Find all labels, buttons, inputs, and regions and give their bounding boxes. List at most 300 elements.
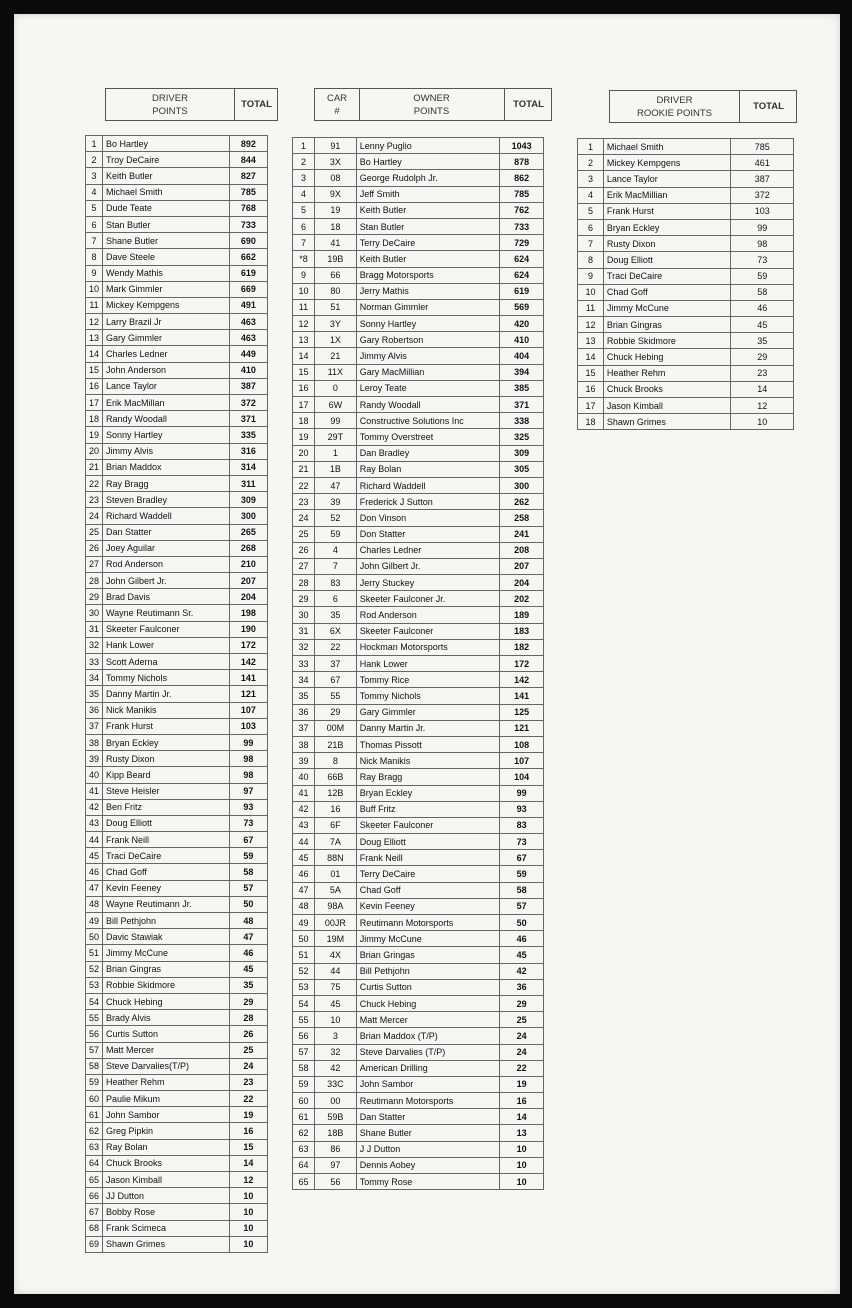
position-cell: 20	[86, 443, 103, 459]
owner-name-cell: Jerry Mathis	[356, 283, 500, 299]
driver-name-cell: Wendy Mathis	[103, 265, 230, 281]
owner-points-header	[314, 88, 552, 121]
position-cell: 19	[86, 427, 103, 443]
driver-name-cell: Steve Heisler	[103, 783, 230, 799]
table-row	[293, 1109, 544, 1125]
driver-name-cell: Rusty Dixon	[103, 751, 230, 767]
driver-name-cell: Frank Scimeca	[103, 1220, 230, 1236]
position-cell: 48	[293, 898, 315, 914]
points-cell: 121	[500, 720, 544, 736]
position-cell: 42	[293, 801, 315, 817]
points-cell: 16	[500, 1093, 544, 1109]
position-cell: 64	[86, 1155, 103, 1171]
points-cell: 309	[500, 445, 544, 461]
points-cell: 45	[500, 947, 544, 963]
position-cell: 42	[86, 799, 103, 815]
points-cell: 624	[500, 251, 544, 267]
driver-points-total-label: TOTAL	[234, 89, 278, 120]
position-cell: 12	[293, 316, 315, 332]
points-cell: 265	[229, 524, 267, 540]
owner-name-cell: Sonny Hartley	[356, 316, 500, 332]
points-cell: 387	[731, 171, 794, 187]
table-row	[86, 1058, 268, 1074]
driver-name-cell: Ben Fritz	[103, 799, 230, 815]
driver-name-cell: Shawn Grimes	[103, 1236, 230, 1252]
table-row	[578, 414, 794, 430]
position-cell: 17	[578, 398, 604, 414]
driver-name-cell: Erik MacMillan	[103, 395, 230, 411]
driver-name-cell: Lance Taylor	[103, 378, 230, 394]
driver-name-cell: Steve Darvalies(T/P)	[103, 1058, 230, 1074]
table-row	[86, 297, 268, 313]
owner-name-cell: Bragg Motorsports	[356, 267, 500, 283]
table-row	[293, 397, 544, 413]
table-row	[86, 1042, 268, 1058]
table-row	[293, 963, 544, 979]
table-row	[293, 817, 544, 833]
points-cell: 103	[731, 203, 794, 219]
table-row	[86, 492, 268, 508]
position-cell: 16	[293, 380, 315, 396]
position-cell: 14	[578, 349, 604, 365]
car-number-cell: 51	[314, 299, 356, 315]
owner-name-cell: Skeeter Faulconer	[356, 817, 500, 833]
table-row	[86, 427, 268, 443]
owner-name-cell: Chuck Hebing	[356, 995, 500, 1011]
owner-name-cell: Don Vinson	[356, 510, 500, 526]
table-row	[86, 184, 268, 200]
table-row	[293, 332, 544, 348]
owner-name-cell: Randy Woodall	[356, 397, 500, 413]
table-row	[86, 993, 268, 1009]
owner-name-cell: Nick Manikis	[356, 753, 500, 769]
owner-name-cell: Frederick J Sutton	[356, 494, 500, 510]
car-number-cell: 3	[314, 1028, 356, 1044]
points-cell: 29	[500, 995, 544, 1011]
table-row	[86, 1091, 268, 1107]
table-row	[86, 1123, 268, 1139]
car-number-cell: 66B	[314, 769, 356, 785]
car-number-cell: 8	[314, 753, 356, 769]
car-number-cell: 66	[314, 267, 356, 283]
points-cell: 207	[500, 558, 544, 574]
points-cell: 878	[500, 154, 544, 170]
driver-name-cell: Scott Aderna	[103, 654, 230, 670]
position-cell: 13	[86, 330, 103, 346]
driver-name-cell: Bobby Rose	[103, 1204, 230, 1220]
points-cell: 93	[500, 801, 544, 817]
position-cell: 3	[86, 168, 103, 184]
points-cell: 733	[500, 218, 544, 234]
position-cell: 11	[86, 297, 103, 313]
position-cell: 52	[86, 961, 103, 977]
points-cell: 141	[229, 670, 267, 686]
table-row	[578, 187, 794, 203]
car-number-cell: 3Y	[314, 316, 356, 332]
table-row	[293, 445, 544, 461]
position-cell: 23	[86, 492, 103, 508]
car-number-cell: 4X	[314, 947, 356, 963]
points-cell: 22	[500, 1060, 544, 1076]
table-row	[293, 931, 544, 947]
position-cell: 6	[578, 219, 604, 235]
position-cell: 60	[86, 1091, 103, 1107]
position-cell: 3	[293, 170, 315, 186]
car-number-cell: 3X	[314, 154, 356, 170]
position-cell: 35	[293, 688, 315, 704]
points-cell: 172	[500, 656, 544, 672]
driver-name-cell: Brady Alvis	[103, 1010, 230, 1026]
table-row	[86, 880, 268, 896]
owner-points-total-label: TOTAL	[504, 89, 552, 120]
points-cell: 73	[500, 834, 544, 850]
table-row	[86, 216, 268, 232]
position-cell: 49	[86, 913, 103, 929]
table-row	[293, 704, 544, 720]
owner-name-cell: Bo Hartley	[356, 154, 500, 170]
position-cell: 33	[293, 656, 315, 672]
points-cell: 23	[229, 1074, 267, 1090]
position-cell: 55	[293, 1012, 315, 1028]
table-row	[86, 734, 268, 750]
position-cell: 65	[86, 1172, 103, 1188]
points-cell: 46	[731, 300, 794, 316]
points-cell: 827	[229, 168, 267, 184]
table-row	[578, 284, 794, 300]
table-row	[293, 558, 544, 574]
points-cell: 10	[500, 1157, 544, 1173]
table-row	[293, 299, 544, 315]
car-number-cell: 37	[314, 656, 356, 672]
table-row	[86, 718, 268, 734]
position-cell: 61	[293, 1109, 315, 1125]
car-number-cell: 11X	[314, 364, 356, 380]
table-row	[578, 317, 794, 333]
table-row	[293, 639, 544, 655]
table-row	[293, 915, 544, 931]
table-row	[578, 398, 794, 414]
position-cell: 39	[86, 751, 103, 767]
owner-name-cell: Stan Butler	[356, 218, 500, 234]
position-cell: 51	[86, 945, 103, 961]
position-cell: 58	[86, 1058, 103, 1074]
position-cell: 62	[86, 1123, 103, 1139]
car-number-cell: 16	[314, 801, 356, 817]
points-cell: 463	[229, 314, 267, 330]
position-cell: 5	[578, 203, 604, 219]
driver-name-cell: Robbie Skidmore	[603, 333, 731, 349]
car-number-cell: 21B	[314, 736, 356, 752]
table-row	[293, 1060, 544, 1076]
table-row	[293, 720, 544, 736]
owner-name-cell: Charles Ledner	[356, 542, 500, 558]
rookie-points-header	[609, 90, 797, 123]
driver-name-cell: Robbie Skidmore	[103, 977, 230, 993]
driver-name-cell: Randy Woodall	[103, 411, 230, 427]
table-row	[86, 654, 268, 670]
points-cell: 262	[500, 494, 544, 510]
points-cell: 10	[229, 1204, 267, 1220]
position-cell: 12	[86, 314, 103, 330]
car-number-cell: 6W	[314, 397, 356, 413]
driver-name-cell: JJ Dutton	[103, 1188, 230, 1204]
car-number-cell: 6F	[314, 817, 356, 833]
driver-name-cell: Shawn Grimes	[603, 414, 731, 430]
position-cell: 44	[293, 834, 315, 850]
points-cell: 48	[229, 913, 267, 929]
position-cell: 64	[293, 1157, 315, 1173]
table-row	[86, 896, 268, 912]
points-cell: 190	[229, 621, 267, 637]
car-number-cell: 45	[314, 995, 356, 1011]
driver-name-cell: Rod Anderson	[103, 556, 230, 572]
table-row	[86, 961, 268, 977]
table-row	[578, 139, 794, 155]
position-cell: 37	[86, 718, 103, 734]
points-cell: 385	[500, 380, 544, 396]
points-cell: 394	[500, 364, 544, 380]
table-row	[293, 607, 544, 623]
car-number-cell: 22	[314, 639, 356, 655]
position-cell: 14	[293, 348, 315, 364]
car-number-cell: 99	[314, 413, 356, 429]
position-cell: 15	[578, 365, 604, 381]
position-cell: 18	[293, 413, 315, 429]
points-cell: 58	[229, 864, 267, 880]
table-row	[86, 459, 268, 475]
car-number-cell: 5A	[314, 882, 356, 898]
points-cell: 93	[229, 799, 267, 815]
points-cell: 172	[229, 637, 267, 653]
table-row	[86, 1155, 268, 1171]
points-cell: 311	[229, 475, 267, 491]
points-cell: 669	[229, 281, 267, 297]
driver-name-cell: Keith Butler	[103, 168, 230, 184]
points-cell: 14	[229, 1155, 267, 1171]
driver-name-cell: Michael Smith	[103, 184, 230, 200]
table-row	[578, 252, 794, 268]
table-row	[578, 268, 794, 284]
position-cell: 50	[293, 931, 315, 947]
points-cell: 108	[500, 736, 544, 752]
car-number-cell: 42	[314, 1060, 356, 1076]
car-number-cell: 44	[314, 963, 356, 979]
points-cell: 57	[229, 880, 267, 896]
points-cell: 25	[229, 1042, 267, 1058]
car-number-cell: 19M	[314, 931, 356, 947]
table-row	[86, 152, 268, 168]
position-cell: 16	[86, 378, 103, 394]
position-cell: 48	[86, 896, 103, 912]
driver-name-cell: Erik MacMillian	[603, 187, 731, 203]
table-row	[293, 170, 544, 186]
table-row	[293, 979, 544, 995]
car-number-cell: 7	[314, 558, 356, 574]
table-row	[86, 702, 268, 718]
driver-name-cell: Wayne Reutimann Jr.	[103, 896, 230, 912]
owner-name-cell: Keith Butler	[356, 202, 500, 218]
driver-name-cell: John Sambor	[103, 1107, 230, 1123]
position-cell: 32	[293, 639, 315, 655]
position-cell: 14	[86, 346, 103, 362]
position-cell: 13	[293, 332, 315, 348]
table-row	[293, 769, 544, 785]
owner-name-cell: John Gilbert Jr.	[356, 558, 500, 574]
position-cell: 33	[86, 654, 103, 670]
position-cell: 2	[86, 152, 103, 168]
position-cell: 10	[578, 284, 604, 300]
position-cell: 57	[86, 1042, 103, 1058]
driver-name-cell: Stan Butler	[103, 216, 230, 232]
owner-name-cell: Jeff Smith	[356, 186, 500, 202]
position-cell: 50	[86, 929, 103, 945]
owner-name-cell: John Sambor	[356, 1076, 500, 1092]
driver-name-cell: Heather Rehm	[103, 1074, 230, 1090]
car-number-cell: 86	[314, 1141, 356, 1157]
position-cell: 61	[86, 1107, 103, 1123]
points-cell: 57	[500, 898, 544, 914]
table-row	[86, 378, 268, 394]
car-number-cell: 59	[314, 526, 356, 542]
position-cell: 43	[293, 817, 315, 833]
points-cell: 24	[500, 1044, 544, 1060]
position-cell: 11	[578, 300, 604, 316]
points-cell: 13	[500, 1125, 544, 1141]
owner-name-cell: American Drilling	[356, 1060, 500, 1076]
driver-name-cell: Lance Taylor	[603, 171, 731, 187]
table-row	[293, 1141, 544, 1157]
car-number-cell: 91	[314, 138, 356, 154]
position-cell: 8	[578, 252, 604, 268]
table-row	[86, 832, 268, 848]
points-cell: 107	[500, 753, 544, 769]
table-row	[293, 591, 544, 607]
points-cell: 10	[500, 1174, 544, 1190]
table-row	[86, 783, 268, 799]
table-row	[86, 136, 268, 152]
points-cell: 19	[500, 1076, 544, 1092]
table-row	[578, 236, 794, 252]
owner-name-cell: J J Dutton	[356, 1141, 500, 1157]
table-row	[86, 1220, 268, 1236]
owner-name-cell: Jerry Stuckey	[356, 575, 500, 591]
points-cell: 29	[229, 993, 267, 1009]
table-row	[86, 848, 268, 864]
table-row	[293, 348, 544, 364]
table-row	[293, 413, 544, 429]
points-cell: 619	[229, 265, 267, 281]
points-cell: 14	[731, 381, 794, 397]
position-cell: 17	[86, 395, 103, 411]
position-cell: 24	[293, 510, 315, 526]
points-cell: 729	[500, 235, 544, 251]
position-cell: 67	[86, 1204, 103, 1220]
position-cell: 4	[578, 187, 604, 203]
position-cell: 32	[86, 637, 103, 653]
table-row	[86, 573, 268, 589]
table-row	[578, 203, 794, 219]
driver-name-cell: Traci DeCaire	[103, 848, 230, 864]
position-cell: 35	[86, 686, 103, 702]
points-cell: 50	[500, 915, 544, 931]
table-row	[293, 1093, 544, 1109]
position-cell: 55	[86, 1010, 103, 1026]
points-cell: 461	[731, 155, 794, 171]
table-row	[293, 672, 544, 688]
owner-name-cell: Ray Bragg	[356, 769, 500, 785]
position-cell: 63	[293, 1141, 315, 1157]
car-number-cell: 59B	[314, 1109, 356, 1125]
table-row	[86, 395, 268, 411]
car-number-cell: 00	[314, 1093, 356, 1109]
position-cell: 66	[86, 1188, 103, 1204]
position-cell: 40	[86, 767, 103, 783]
owner-name-cell: Bryan Eckley	[356, 785, 500, 801]
position-cell: 12	[578, 317, 604, 333]
driver-points-table	[85, 135, 268, 1253]
table-row	[293, 461, 544, 477]
driver-name-cell: Chuck Hebing	[603, 349, 731, 365]
driver-name-cell: Larry Brazil Jr	[103, 314, 230, 330]
car-number-cell: 00M	[314, 720, 356, 736]
position-cell: 25	[293, 526, 315, 542]
table-row	[86, 346, 268, 362]
points-cell: 305	[500, 461, 544, 477]
table-row	[293, 380, 544, 396]
car-number-cell: 35	[314, 607, 356, 623]
car-number-cell: 29	[314, 704, 356, 720]
table-row	[86, 265, 268, 281]
driver-name-cell: Jimmy McCune	[603, 300, 731, 316]
owner-name-cell: Don Statter	[356, 526, 500, 542]
car-number-cell: 6X	[314, 623, 356, 639]
points-cell: 99	[229, 734, 267, 750]
table-row	[578, 365, 794, 381]
table-row	[86, 233, 268, 249]
position-cell: 40	[293, 769, 315, 785]
driver-name-cell: Chuck Brooks	[603, 381, 731, 397]
owner-name-cell: Skeeter Faulconer	[356, 623, 500, 639]
owner-name-cell: Norman Gimmler	[356, 299, 500, 315]
car-number-cell: 75	[314, 979, 356, 995]
points-cell: 662	[229, 249, 267, 265]
points-cell: 268	[229, 540, 267, 556]
table-row	[86, 799, 268, 815]
position-cell: 28	[86, 573, 103, 589]
points-cell: 99	[731, 219, 794, 235]
car-number-cell: 6	[314, 591, 356, 607]
points-cell: 99	[500, 785, 544, 801]
position-cell: 8	[86, 249, 103, 265]
table-row	[86, 314, 268, 330]
owner-name-cell: Tommy Rose	[356, 1174, 500, 1190]
car-number-cell: 9X	[314, 186, 356, 202]
table-row	[86, 945, 268, 961]
table-row	[293, 364, 544, 380]
table-row	[86, 977, 268, 993]
table-row	[293, 995, 544, 1011]
driver-name-cell: Matt Mercer	[103, 1042, 230, 1058]
car-number-cell: 10	[314, 1012, 356, 1028]
car-number-cell: 21	[314, 348, 356, 364]
rookie-points-label: DRIVER ROOKIE POINTS	[637, 94, 712, 119]
driver-name-cell: Mickey Kempgens	[103, 297, 230, 313]
points-cell: 67	[229, 832, 267, 848]
driver-points-header	[105, 88, 278, 121]
owner-name-cell: Leroy Teate	[356, 380, 500, 396]
table-row	[578, 381, 794, 397]
points-cell: 104	[500, 769, 544, 785]
